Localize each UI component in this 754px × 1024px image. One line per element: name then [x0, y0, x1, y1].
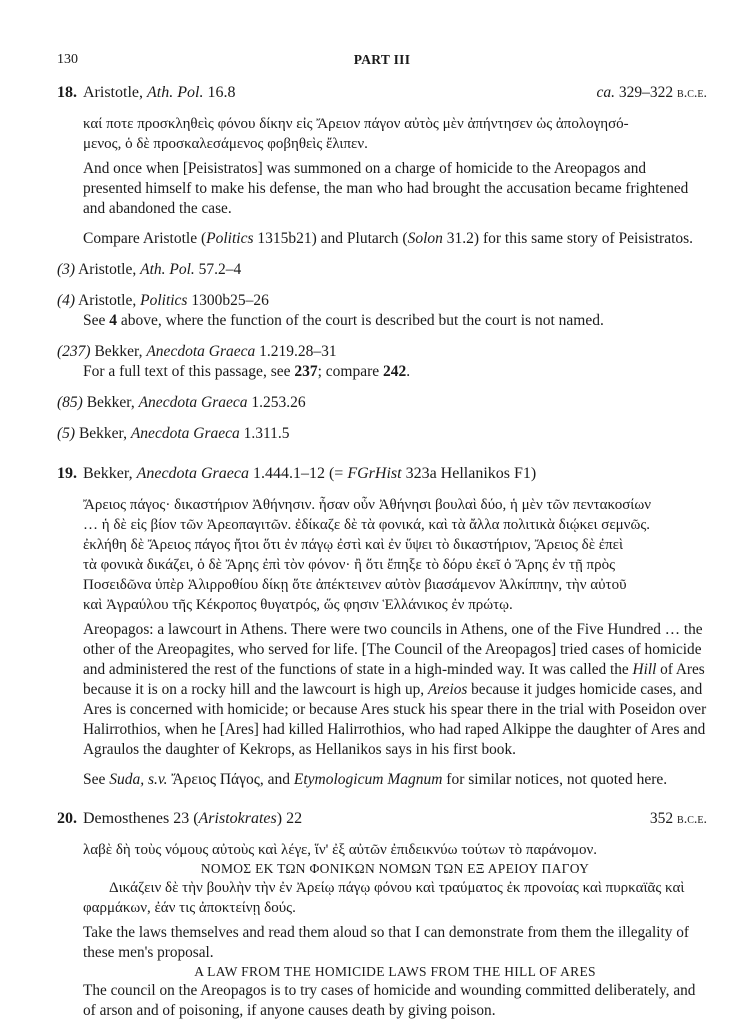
date-era: b.c.e. [677, 812, 707, 827]
translation-italic: Areios [427, 681, 468, 698]
cross-reference [57, 393, 707, 413]
translation-law-text: The council on the Areopagos is to try cases of homicide and wounding committed deliberately, and of arson and of poisoning, if anyone causes death by giving poison. [83, 982, 696, 1019]
citation-ref: ) 22 [276, 810, 303, 827]
xref-number: (85) [57, 394, 83, 411]
xref-work: Anecdota Graeca [146, 343, 256, 360]
translation-italic: Hill [632, 661, 657, 678]
greek-line: ἐκλήθη δὲ Ἄρειος πάγος ἤτοι ὅτι ἐν πάγῳ ἐστὶ καὶ ἐν ὕψει τὸ δικαστήριον, Ἄρειος δὲ ἐπεὶ [83, 537, 623, 553]
date-years: 352 [649, 810, 674, 827]
translation-law-heading: A LAW FROM THE HOMICIDE LAWS FROM THE HILL OF ARES [194, 964, 596, 979]
book-page [57, 52, 707, 1021]
entry-citation [57, 809, 302, 829]
note-text: 1315b21) and Plutarch ( [253, 230, 408, 247]
xref-work: Ath. Pol. [140, 261, 195, 278]
xref-note-text: For a full text of this passage, see [83, 363, 295, 380]
translation-text: of Ares because it is on a rocky hill and the lawcourt is high up, [83, 661, 705, 698]
xref-work: Politics [140, 292, 188, 309]
note-work: Suda, s.v. [109, 771, 168, 788]
entry-citation [57, 83, 235, 103]
greek-line: μενος, ὁ δὲ προσκαλεσάμενος φοβηθεὶς ἔλιπεν. [83, 136, 368, 152]
greek-line: καὶ Ἀγραύλου τῆς Κέκροπος θυγατρός, ὥς φησιν Ἑλλάνικος ἐν πρώτῳ. [83, 597, 513, 613]
xref-number: (5) [57, 425, 76, 442]
translation [83, 620, 707, 760]
translation: And once when [Peisistratos] was summoned on a charge of homicide to the Areopagos and presented himself to make his defense, the man who had brought the accusation became frightened and abandoned the case. [83, 160, 689, 217]
entry-link[interactable]: 242 [383, 363, 407, 380]
date-years: 329–322 [618, 84, 674, 101]
translation-text: because it judges homicide cases, and Ares is concerned with homicide; or because Ares stuck his spear there in the trial with Poseidon over Halirrothios, when he [Ares] had killed Halirrothios, who had raped Alkippe the daughter of Ares and Agraulos the daughter of Kekrops, as Hellanikos says in his first book. [83, 681, 707, 758]
cross-reference [57, 424, 707, 444]
entry-number: 19. [57, 465, 77, 482]
xref-note-text: . [406, 363, 411, 380]
citation-work: Anecdota Graeca [136, 465, 249, 482]
xref-author: Aristotle, [78, 261, 137, 278]
greek-law-text: Δικάζειν δὲ τὴν βουλὴν τὴν ἐν Ἀρείῳ πάγῳ φόνου καὶ τραύματος ἐκ προνοίας καὶ πυρκαϊᾶς καὶ φαρμάκων, ἐάν τις ἀποκτείνῃ δούς. [83, 880, 685, 916]
greek-line: Ἄρειος πάγος· δικαστήριον Ἀθήνησιν. ἦσαν οὖν Ἀθήνησι βουλαὶ δύο, ἡ μὲν τῶν πεντακοσίων [83, 497, 651, 513]
entry-link[interactable]: 4 [109, 312, 118, 329]
citation-ref: 323a Hellanikos F1) [405, 465, 537, 482]
citation-source: FGrHist [347, 465, 402, 482]
date-prefix: ca. [596, 84, 616, 101]
note-work: Solon [407, 230, 443, 247]
greek-line: τὰ φονικὰ δικάζει, ὁ δὲ Ἄρης ἐπὶ τὸν φόνον· ἢ ὅτι ἔπηξε τὸ δόρυ ἐκεῖ ὁ Ἄρης ἐν τῇ πρὸς [83, 557, 616, 573]
xref-author: Bekker, [86, 394, 135, 411]
entry-19 [57, 464, 707, 790]
translation-intro: Take the laws themselves and read them aloud so that I can demonstrate from them the illegality of these men's proposal. [83, 924, 689, 961]
greek-law-heading: ΝΟΜΟΣ ΕΚ ΤΩΝ ΦΟΝΙΚΩΝ ΝΟΜΩΝ ΤΩΝ ΕΞ ΑΡΕΙΟΥ ΠΑΓΟΥ [200, 861, 590, 876]
entry-heading [57, 464, 707, 484]
cross-reference [57, 342, 707, 382]
commentary-note [83, 229, 707, 249]
citation-author: Demosthenes 23 ( [83, 810, 199, 827]
note-text: 31.2) for this same story of Peisistratos. [442, 230, 694, 247]
entry-heading [57, 83, 707, 104]
xref-work: Anecdota Graeca [138, 394, 248, 411]
xref-note-text: ; compare [317, 363, 384, 380]
xref-ref: 1300b25–26 [191, 292, 269, 309]
cross-reference [57, 260, 707, 280]
citation-work: Aristokrates [198, 810, 277, 827]
entry-20 [57, 809, 707, 1021]
greek-text [83, 495, 707, 615]
entry-heading [57, 809, 707, 830]
xref-note-text: above, where the function of the court is described but the court is not named. [117, 312, 604, 329]
greek-line: καί ποτε προσκληθεὶς φόνου δίκην εἰς Ἄρειον πάγον αὐτὸς μὲν ἀπήντησεν ὡς ἀπολογησό- [83, 116, 629, 132]
translation-text: Areopagos: a lawcourt in Athens. There were two councils in Athens, one of the Five Hundred … the other of the Areopagites, who served for life. [The Council of the Areopagos] tried cases of homicide and administered the rest of the functions of state in a high-minded way. It was called the [83, 621, 703, 678]
citation-ref: 16.8 [207, 84, 236, 101]
xref-work: Anecdota Graeca [130, 425, 240, 442]
xref-author: Bekker, [78, 425, 127, 442]
entry-number: 18. [57, 84, 77, 101]
date-note [650, 809, 707, 830]
entry-number: 20. [57, 810, 77, 827]
part-title: PART III [353, 52, 411, 67]
entry-citation [57, 464, 536, 484]
citation-author: Bekker, [83, 465, 133, 482]
greek-text [83, 114, 707, 154]
note-text: See [83, 771, 110, 788]
greek-line: … ἡ δὲ εἰς βίον τῶν Ἀρεοπαγιτῶν. ἐδίκαζε δὲ τὰ φονικά, καὶ τὰ ἄλλα πολιτικὰ διῴκει σεμνῶς. [83, 517, 651, 533]
note-text: Ἄρειος Πάγος, and [167, 771, 294, 788]
xref-ref: 57.2–4 [198, 261, 242, 278]
date-note [597, 83, 707, 104]
xref-ref: 1.219.28–31 [259, 343, 337, 360]
xref-number: (4) [57, 292, 76, 309]
citation-author: Aristotle, [83, 84, 143, 101]
cross-reference [57, 291, 707, 331]
xref-note [83, 362, 707, 382]
xref-author: Aristotle, [78, 292, 137, 309]
note-work: Etymologicum Magnum [293, 771, 443, 788]
xref-author: Bekker, [94, 343, 143, 360]
citation-work: Ath. Pol. [147, 84, 204, 101]
entry-18 [57, 83, 707, 249]
xref-ref: 1.311.5 [243, 425, 290, 442]
note-text: Compare Aristotle ( [83, 230, 207, 247]
note-work: Politics [206, 230, 254, 247]
note-text: for similar notices, not quoted here. [442, 771, 668, 788]
xref-ref: 1.253.26 [251, 394, 306, 411]
page-number: 130 [57, 52, 78, 67]
citation-ref: 1.444.1–12 (= [252, 465, 344, 482]
running-head [57, 52, 707, 74]
greek-intro: λαβὲ δὴ τοὺς νόμους αὐτοὺς καὶ λέγε, ἵν' ἐξ αὐτῶν ἐπιδεικνύω τούτων τὸ παράνομον. [83, 842, 598, 858]
date-era: b.c.e. [677, 86, 707, 101]
greek-line: Ποσειδῶνα ὑπὲρ Ἁλιρροθίου δίκῃ ὅτε ἀπέκτεινεν αὐτὸν βιασάμενον Ἀλκίππην, τὴν αὐτοῦ [83, 577, 627, 593]
xref-number: (237) [57, 343, 91, 360]
xref-note-text: See [83, 312, 110, 329]
xref-number: (3) [57, 261, 76, 278]
commentary-note [83, 770, 707, 790]
xref-note [83, 311, 707, 331]
entry-link[interactable]: 237 [294, 363, 318, 380]
